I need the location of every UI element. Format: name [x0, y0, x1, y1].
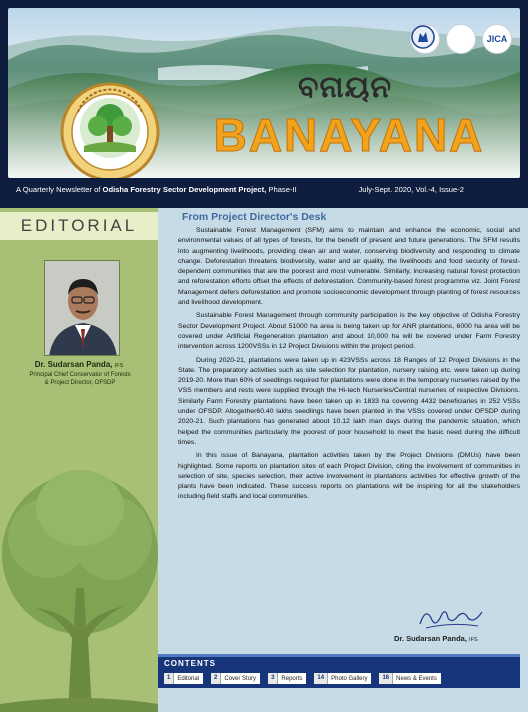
director-photo: [44, 260, 120, 356]
contents-page-number: 1: [164, 673, 174, 684]
issue-info: July-Sept. 2020, Vol.-4, Issue-2: [358, 185, 464, 194]
article-paragraph: Sustainable Forest Management (SFM) aims to maintain and enhance the economic, social and environmental values of all types of forests, for the benefit of present and future generations. The SFM results into augmenting livelihoods, providing clean air and water, conserving biodiversity and responding to climate change. Deforestation threatens biodiversity, water and air quality, the livelihoods and food security of forest-dependent communities that are the poorest and most vulnerable. Similarly, increasing natural forest protection and reforestation efforts offset the effects of deforestation. Community-based forest programme viz. Joint Forest Management defers deforestation and promote socioeconomic development through planting of forest resources and livelihood development.: [178, 227, 520, 307]
contents-bar: [158, 654, 520, 688]
jica-logo-icon: [482, 24, 512, 54]
article-body: [178, 226, 520, 506]
contents-item-label: Reports: [281, 675, 303, 682]
director-role-line2: & Project Director, OFSDP: [44, 380, 116, 386]
director-role: [6, 371, 154, 387]
article-title: From Project Director's Desk: [182, 211, 327, 223]
signature-name-text: Dr. Sudarsan Panda,: [394, 634, 467, 643]
odisha-government-seal-icon: [446, 24, 476, 54]
contents-item-label: Editorial: [177, 675, 200, 682]
contents-item-photo-gallery[interactable]: [314, 673, 371, 684]
contents-item-editorial[interactable]: [164, 673, 203, 684]
tree-illustration: [0, 468, 158, 712]
odia-title: ବନାୟନ: [298, 70, 392, 105]
tagline-prefix: A Quarterly Newsletter of: [16, 185, 101, 194]
signature-suffix: IFS: [469, 637, 478, 643]
signature-name: [394, 634, 478, 643]
contents-item-reports[interactable]: [268, 673, 306, 684]
jica-logo-text: JICA: [486, 34, 508, 44]
newsletter-tagline: [16, 185, 297, 194]
editorial-heading: EDITORIAL: [0, 212, 158, 240]
handwritten-signature: [416, 602, 486, 632]
contents-item-label: Cover Story: [224, 675, 257, 682]
ofsdp-emblem: [60, 82, 160, 178]
contents-item-cover-story[interactable]: [211, 673, 260, 684]
newsletter-title: BANAYANA: [213, 109, 485, 161]
partner-logos: [410, 24, 512, 54]
article-paragraph: During 2020-21, plantations were taken up in 423VSSs across 18 Ranges of 12 Project Divisions in the State. The preparatory activities such as site selection for plantation, nursery raising etc. were taken up during 2019-20. More than 60% of seedlings required for plantations were done in the temporary nurseries raised by the VSS members and rests were supplied through the Hi-tech Nurseries/Central nurseries of respective Divisions. Similarly Farm Forestry plantations have been taken up in 1833 ha covering 4432 beneficiaries in 252 VSSs under OFSDP. Altogether60.40 lakhs seedlings have been planted in the VSSs covered under OFSDP during 2020-21. Such plantations has generated about 10.12 lakh man days during the pandemic situation, which helped the communities particularly the poorest of poor household to meet the basic need during the difficult times.: [178, 356, 521, 446]
contents-page-number: 16: [379, 673, 393, 684]
contents-list: [164, 673, 441, 684]
contents-item-news-events[interactable]: [379, 673, 440, 684]
masthead: [0, 0, 528, 208]
contents-page-number: 14: [314, 673, 328, 684]
editorial-sidebar: [0, 208, 158, 712]
editorial-article: [158, 208, 528, 712]
director-name: [0, 360, 158, 369]
forest-landscape-banner: [8, 8, 520, 178]
contents-page-number: 2: [211, 673, 221, 684]
director-suffix: IFS: [114, 363, 124, 369]
director-role-line1: Principal Chief Conservator of Forests: [29, 372, 131, 378]
contents-page-number: 3: [268, 673, 278, 684]
contents-item-label: Photo Gallery: [331, 675, 368, 682]
article-paragraph: In this issue of Banayana, plantation activities taken by the Project Divisions (DMUs) have been highlighted. Some reports on plantation sites of each Project Division, citing the involvement of communities in selection of site, species selection, their active involvement in plantations activities for effective growth of the plants have been indicated. These success reports on plantations will be inspiring for all the stakeholders including field staffs and local communities.: [178, 452, 520, 501]
article-paragraph: Sustainable Forest Management through community participation is the key objective of Odisha Forestry Sector Development Project. About 51000 ha area is being taken up for ANR plantations, 6000 ha area will be covered under Artificial Regeneration plantation and about 10,000 ha will be covered under Farm Forestry intervention across 1200VSSs in 12 Project Divisions within the project period.: [178, 312, 520, 351]
tagline-phase: Phase-II: [268, 185, 297, 194]
director-name-text: Dr. Sudarsan Panda,: [34, 360, 113, 369]
contents-item-label: News & Events: [396, 675, 437, 682]
tagline-project: Odisha Forestry Sector Development Project,: [102, 185, 267, 194]
contents-heading: CONTENTS: [164, 659, 216, 668]
